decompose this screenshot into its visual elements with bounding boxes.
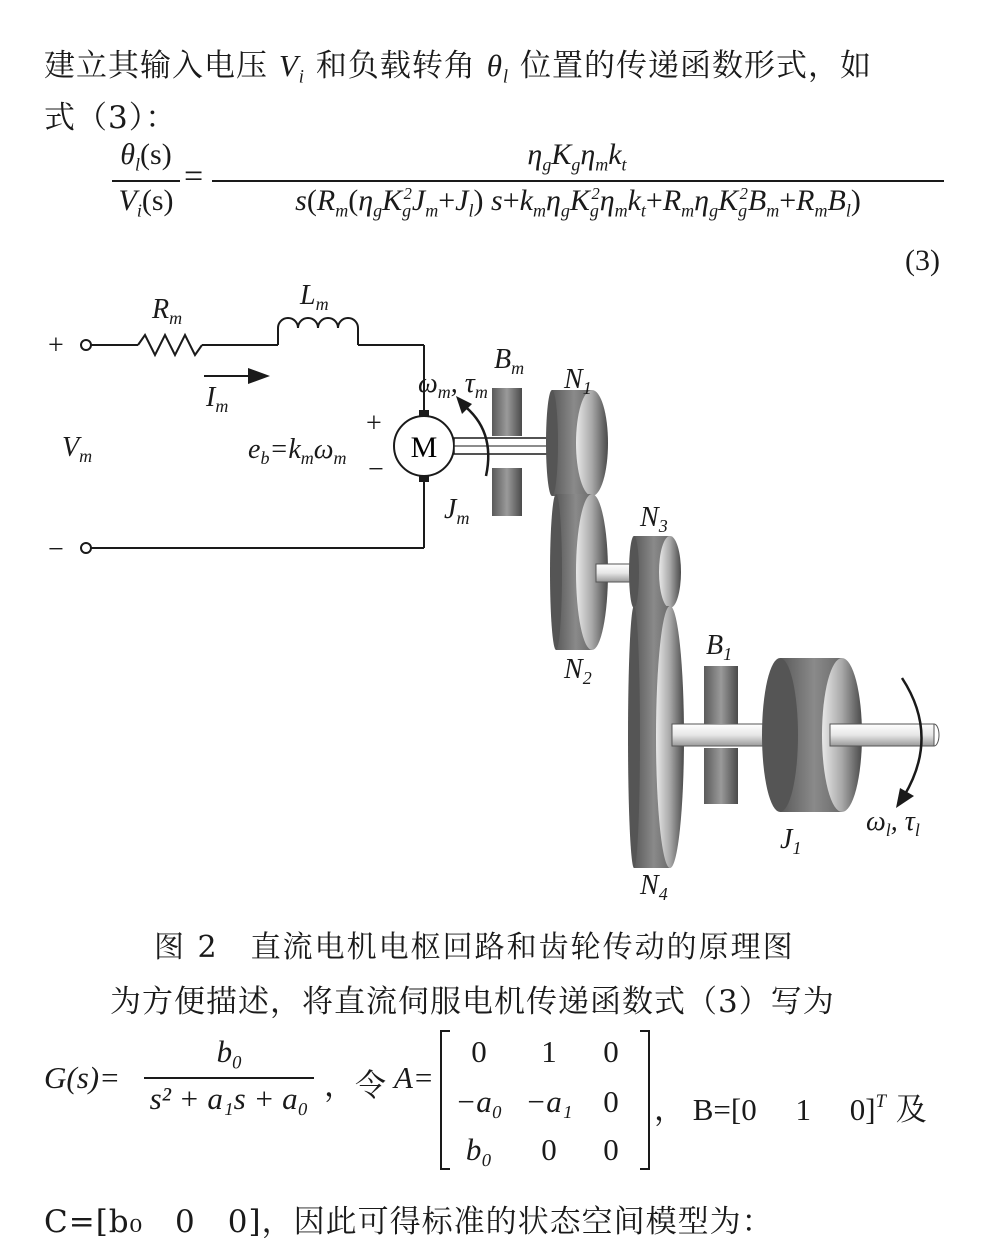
matrix-cell: 0: [603, 1034, 619, 1069]
matrix-cell: 0: [541, 1132, 557, 1167]
damper-Bm-bottom: [492, 468, 522, 516]
var-theta-l: $\theta_l$: [486, 48, 510, 88]
label-Rm: $R_m$: [152, 294, 183, 328]
matrix-cell: b₀: [465, 1132, 493, 1167]
label-B1: $B_1$: [706, 630, 733, 664]
damper-B1-top: [704, 666, 738, 724]
fraction-bar: [212, 180, 944, 182]
transfer-function-G: [44, 1034, 434, 1116]
para2: 为方便描述，将直流伺服电机传递函数式（3）写为: [110, 984, 835, 1020]
label-Lm: $L_m$: [300, 280, 329, 314]
label-N4: $N_4$: [640, 870, 668, 904]
equals-sign: =: [184, 158, 204, 195]
label-N2: $N_2$: [564, 654, 592, 688]
gs-num: $b_0$: [216, 1034, 242, 1074]
var-Vi: $V_i$: [278, 48, 305, 88]
label-Im: $I_m$: [206, 382, 229, 416]
eq3-rhs-num: $\eta_gK_g\eta_mk_t$: [527, 138, 627, 175]
text-seg: 和负载转角: [304, 48, 487, 84]
eq3-rhs-den: $s(R_m(\eta_gK_g^2J_m+J_l)$ $s+k_m\eta_gK_g^2\eta_mk_t+R_m\eta_gK_g^2B_m+R_mB_l$): [295, 184, 861, 221]
gear-N1: [546, 390, 608, 496]
last-line: C=[b₀ 0 0]，因此可得标准的状态空间模型为：: [44, 1204, 774, 1240]
para1-line2: 式（3）：: [44, 100, 178, 136]
gs-ling: ，令: [324, 1068, 386, 1104]
equation-number: (3): [905, 244, 940, 277]
label-Bm: $B_m$: [494, 344, 525, 378]
text-seg: 位置的传递函数形式，如: [509, 48, 872, 84]
fraction-bar: [112, 180, 180, 182]
para1-line1: [44, 40, 872, 89]
terminal-minus: [81, 543, 91, 553]
rowB-end: 及: [885, 1092, 927, 1128]
eq3-lhs-den: $V_i(s)$: [118, 184, 174, 221]
equation-3: [112, 138, 946, 228]
gear-N3: [629, 536, 681, 608]
terminal-plus: [81, 340, 91, 350]
label-omega-tau-m: $\omega_m$, $\tau_m$: [418, 368, 488, 402]
label-motor-plus: +: [366, 408, 382, 439]
motor-label: M: [410, 431, 438, 464]
matrix-B: [654, 1084, 927, 1129]
damper-Bm-top: [492, 388, 522, 436]
matrix-cell: 1: [541, 1034, 557, 1069]
figure-caption: 图 2 直流电机电枢回路和齿轮传动的原理图: [154, 930, 795, 965]
gs-lhs: G(s)=: [44, 1060, 121, 1095]
label-N1: $N_1$: [564, 364, 592, 398]
matrix-cell: −a₀: [455, 1084, 503, 1119]
dc-motor-gear-diagram: [0, 280, 996, 920]
eq3-lhs-num: $\theta_l(s)$: [120, 138, 172, 175]
gs-A: A=: [394, 1060, 434, 1095]
matrix-cell: 0: [603, 1084, 619, 1119]
transpose-T: T: [875, 1090, 886, 1112]
label-motor-minus: −: [368, 454, 384, 485]
matrix-cell: 0: [471, 1034, 487, 1069]
label-plus: +: [48, 330, 64, 361]
label-omega-tau-l: $\omega_l$, $\tau_l$: [866, 806, 920, 840]
inductor-Lm: [278, 318, 358, 345]
matrix-A: [440, 1030, 650, 1170]
resistor-Rm: [138, 335, 202, 355]
gs-den: s² + a₁s + a₀: [149, 1080, 309, 1116]
label-eb: $e_b=k_m\omega_m$: [248, 434, 347, 468]
fraction-bar: [144, 1077, 314, 1079]
label-minus: −: [48, 534, 64, 565]
label-Jm: $J_m$: [444, 494, 470, 528]
rowB-text: ， B=[0 1 0]: [654, 1092, 876, 1127]
matrix-cell: 0: [603, 1132, 619, 1167]
damper-B1-bottom: [704, 748, 738, 804]
label-N3: $N_3$: [640, 502, 668, 536]
label-Vm: $V_m$: [62, 432, 93, 466]
matrix-cell: −a₁: [525, 1084, 573, 1119]
label-J1: $J_1$: [780, 824, 802, 858]
gs-fraction: [144, 1034, 314, 1117]
text-seg: 建立其输入电压: [44, 48, 279, 84]
